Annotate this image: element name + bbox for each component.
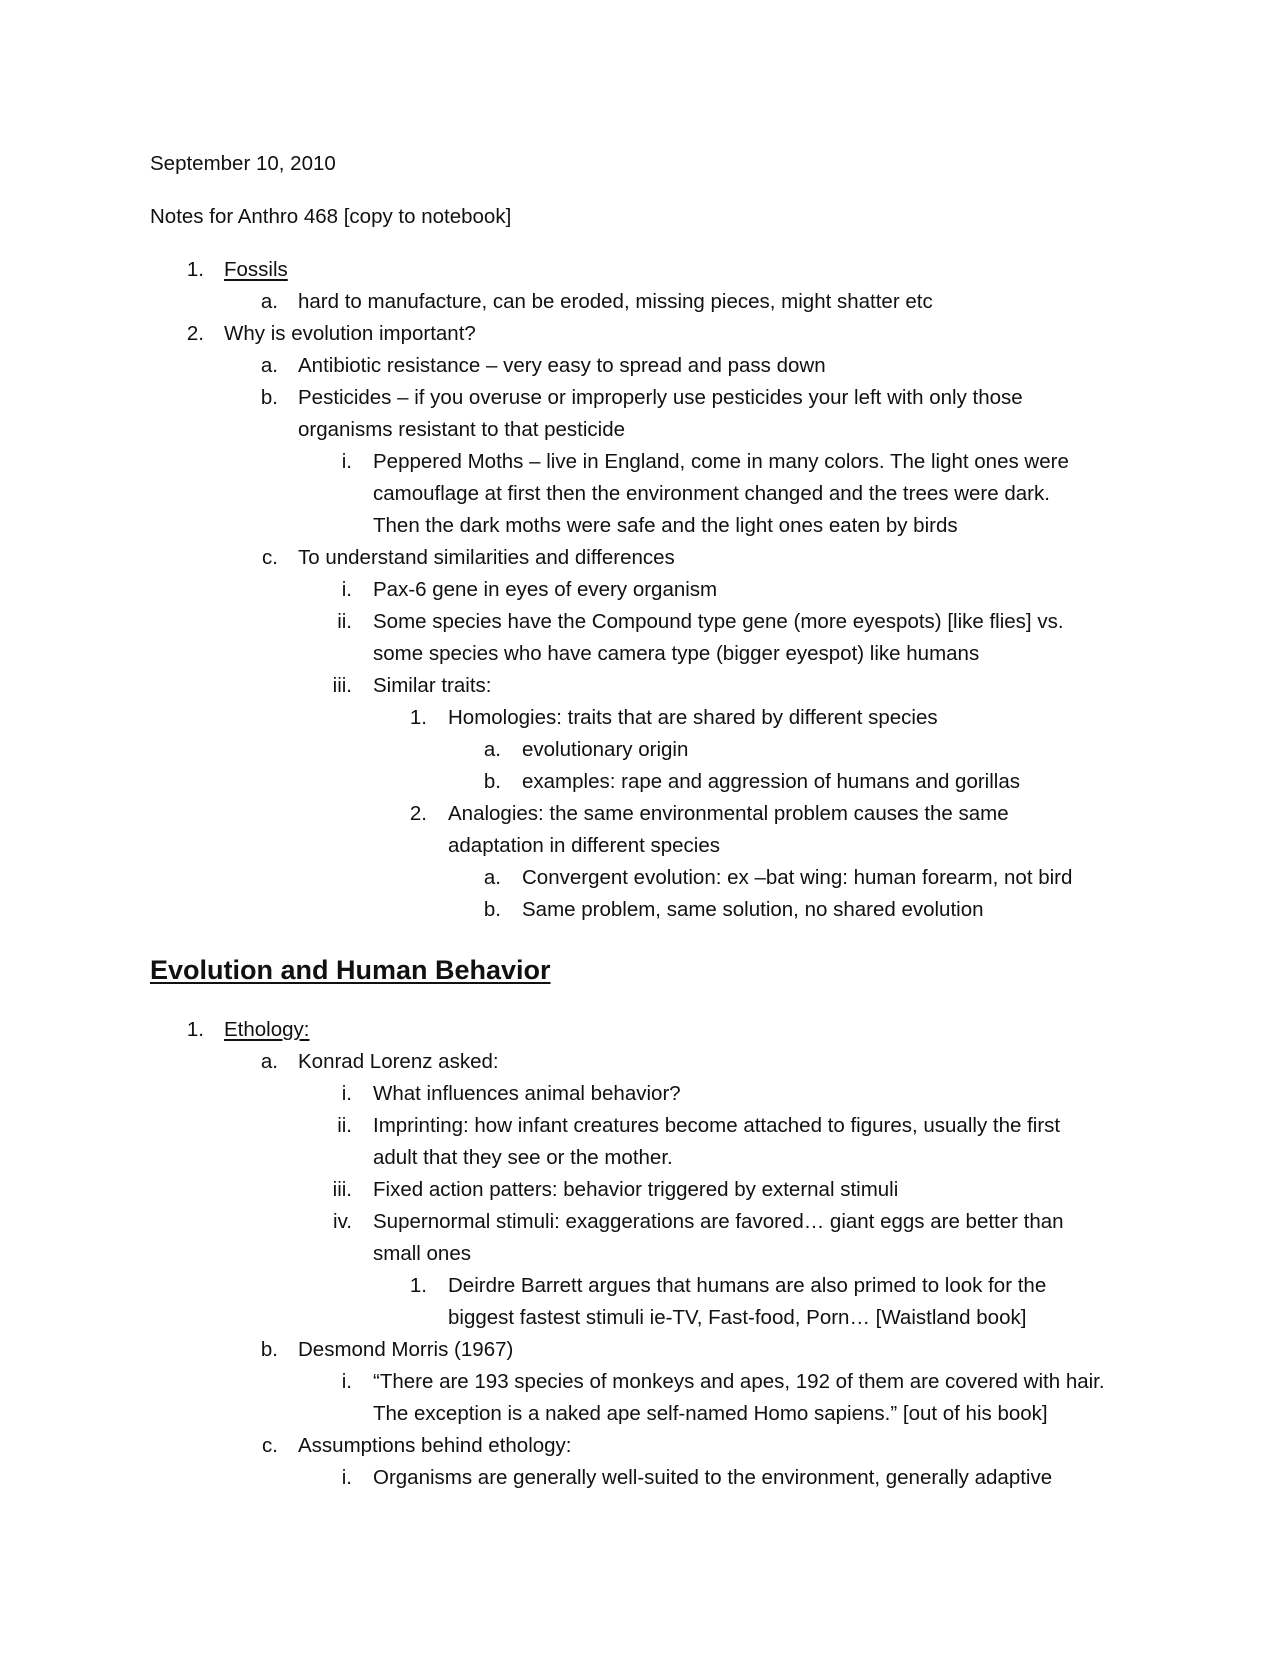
list-text: Assumptions behind ethology: xyxy=(298,1434,572,1457)
list-text: small ones xyxy=(373,1242,471,1265)
list-marker: c. xyxy=(262,546,278,569)
list-text: biggest fastest stimuli ie-TV, Fast-food, Porn… [Waistland book] xyxy=(448,1306,1027,1329)
list-text: Pesticides – if you overuse or improperly use pesticides your left with only those xyxy=(298,386,1023,409)
list-text: Analogies: the same environmental problem causes the same xyxy=(448,802,1009,825)
list-marker: c. xyxy=(262,1434,278,1457)
list-text: adaptation in different species xyxy=(448,834,721,857)
list-text: Fixed action patters: behavior triggered by external stimuli xyxy=(373,1178,899,1201)
list-marker: iii. xyxy=(332,674,352,697)
list-marker: i. xyxy=(341,1082,352,1105)
list-text: Convergent evolution: ex –bat wing: human forearm, not bird xyxy=(522,866,1073,889)
list-text: evolutionary origin xyxy=(522,738,689,761)
list-marker: b. xyxy=(483,770,501,793)
list-marker: iv. xyxy=(333,1210,352,1233)
list-text: Desmond Morris (1967) xyxy=(298,1338,514,1361)
list-text: some species who have camera type (bigger eyespot) like humans xyxy=(373,642,980,665)
date-text: September 10, 2010 xyxy=(150,152,336,175)
subtitle-text: Notes for Anthro 468 [copy to notebook] xyxy=(150,205,512,228)
list-marker: 2. xyxy=(186,322,204,345)
list-text: hard to manufacture, can be eroded, missing pieces, might shatter etc xyxy=(298,290,933,313)
list-text: Konrad Lorenz asked: xyxy=(298,1050,499,1073)
list-text: What influences animal behavior? xyxy=(373,1082,681,1105)
list-marker: 1. xyxy=(186,1018,204,1041)
list-marker: ii. xyxy=(337,610,352,633)
list-marker: a. xyxy=(260,290,278,313)
list-text: To understand similarities and differences xyxy=(298,546,675,569)
list-marker: a. xyxy=(260,1050,278,1073)
list-marker: a. xyxy=(483,866,501,889)
list-text: “There are 193 species of monkeys and apes, 192 of them are covered with hair. xyxy=(373,1370,1105,1393)
list-text: adult that they see or the mother. xyxy=(373,1146,673,1169)
list-text: camouflage at first then the environment changed and the trees were dark. xyxy=(373,482,1050,505)
list-text: Peppered Moths – live in England, come in many colors. The light ones were xyxy=(373,450,1069,473)
list-marker: b. xyxy=(260,1338,278,1361)
list-marker: ii. xyxy=(337,1114,352,1137)
ethology-heading: Ethology: xyxy=(224,1018,310,1041)
list-marker: i. xyxy=(341,1466,352,1489)
list-marker: i. xyxy=(341,450,352,473)
list-text: Supernormal stimuli: exaggerations are favored… giant eggs are better than xyxy=(373,1210,1064,1233)
list-text: Imprinting: how infant creatures become attached to figures, usually the first xyxy=(373,1114,1061,1137)
list-marker: b. xyxy=(260,386,278,409)
list-marker: 1. xyxy=(409,706,427,729)
list-text: examples: rape and aggression of humans and gorillas xyxy=(522,770,1020,793)
list-marker: a. xyxy=(260,354,278,377)
list-marker: a. xyxy=(483,738,501,761)
list-marker: 1. xyxy=(409,1274,427,1297)
fossils-heading: Fossils xyxy=(224,258,288,281)
list-marker: i. xyxy=(341,578,352,601)
list-text: Antibiotic resistance – very easy to spread and pass down xyxy=(298,354,826,377)
list-text: Why is evolution important? xyxy=(224,322,476,345)
list-text: Then the dark moths were safe and the light ones eaten by birds xyxy=(373,514,958,537)
list-text: Similar traits: xyxy=(373,674,492,697)
list-text: Some species have the Compound type gene (more eyespots) [like flies] vs. xyxy=(373,610,1064,633)
list-marker: b. xyxy=(483,898,501,921)
list-marker: iii. xyxy=(332,1178,352,1201)
list-text: Same problem, same solution, no shared evolution xyxy=(522,898,984,921)
list-text: Homologies: traits that are shared by different species xyxy=(448,706,938,729)
list-text: organisms resistant to that pesticide xyxy=(298,418,626,441)
list-text: Organisms are generally well-suited to the environment, generally adaptive xyxy=(373,1466,1053,1489)
section-heading: Evolution and Human Behavior xyxy=(150,955,551,985)
list-text: Deirdre Barrett argues that humans are also primed to look for the xyxy=(448,1274,1047,1297)
list-marker: 1. xyxy=(186,258,204,281)
list-marker: i. xyxy=(341,1370,352,1393)
list-marker: 2. xyxy=(409,802,427,825)
list-text: Pax-6 gene in eyes of every organism xyxy=(373,578,718,601)
list-text: The exception is a naked ape self-named Homo sapiens.” [out of his book] xyxy=(373,1402,1048,1425)
